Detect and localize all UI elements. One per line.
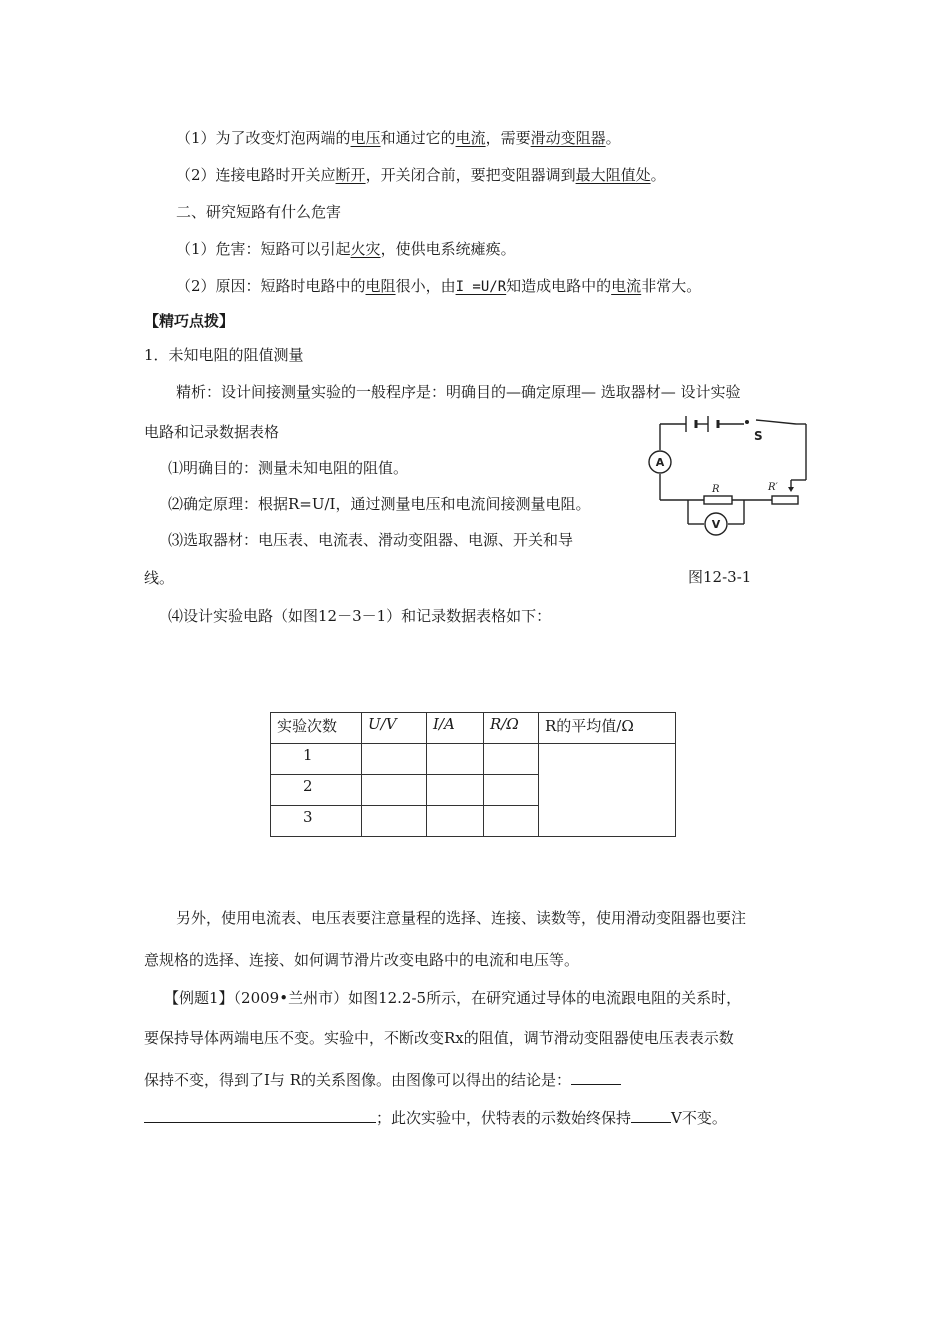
- table-cell: [427, 775, 484, 806]
- paragraph-rheostat-purpose: （1）为了改变灯泡两端的电压和通过它的电流，需要滑动变阻器。: [176, 129, 621, 147]
- table-cell-trial: 3: [271, 806, 362, 837]
- paragraph-short-cause: （2）原因：短路时电路中的电阻很小，由I =U/R知造成电路中的电流非常大。: [176, 277, 702, 295]
- table-header-cell: I/A: [427, 713, 484, 744]
- underline-max-resistance: 最大阻值处: [575, 166, 651, 184]
- switch-label: S: [754, 429, 763, 443]
- table-cell: [427, 806, 484, 837]
- ammeter-label: A: [655, 456, 665, 469]
- table-header-cell: R/Ω: [484, 713, 539, 744]
- table-cell: [484, 775, 539, 806]
- note-line2: 意规格的选择、连接、如何调节滑片改变电路中的电流和电压等。: [144, 951, 580, 969]
- table-header-cell: R的平均值/Ω: [539, 713, 676, 744]
- table-header-cell: 实验次数: [271, 713, 362, 744]
- tips-step-2: ⑵确定原理：根据R=U/I，通过测量电压和电流间接测量电阻。: [168, 495, 591, 513]
- rheostat-icon: [772, 496, 798, 504]
- underline-resistance: 电阻: [365, 277, 396, 295]
- note-line1: 另外，使用电流表、电压表要注意量程的选择、连接、读数等，使用滑动变阻器也要注: [176, 909, 747, 927]
- table-cell-trial: 1: [271, 744, 362, 775]
- table-cell: [362, 806, 427, 837]
- rheostat-label: R′: [768, 482, 778, 493]
- example-line1: 【例题1】（2009•兰州市）如图12.2-5所示，在研究通过导体的电流跟电阻的关系时，: [164, 989, 742, 1007]
- example-line4: ；此次实验中，伏特表的示数始终保持 V不变。: [144, 1106, 727, 1128]
- tips-analysis-line2: 电路和记录数据表格: [144, 423, 280, 441]
- heading-short-circuit: 二、研究短路有什么危害: [176, 203, 342, 221]
- paragraph-switch-open: （2）连接电路时开关应断开，开关闭合前，要把变阻器调到最大阻值处。: [176, 166, 666, 184]
- data-table: [270, 712, 676, 837]
- paragraph-short-danger: （1）危害：短路可以引起火灾，使供电系统瘫痪。: [176, 240, 516, 258]
- underline-current-2: 电流: [611, 277, 642, 295]
- figure-caption: 图12-3-1: [688, 568, 752, 586]
- answer-blank-2[interactable]: [144, 1106, 376, 1123]
- tips-analysis-line1: 精析：设计间接测量实验的一般程序是：明确目的—确定原理— 选取器材— 设计实验: [176, 383, 741, 401]
- table-cell: [484, 806, 539, 837]
- voltmeter-label: V: [711, 518, 721, 531]
- underline-open: 断开: [335, 166, 366, 184]
- tips-step-3-line2: 线。: [144, 569, 175, 587]
- tips-step-4: ⑷设计实验电路（如图12－3－1）和记录数据表格如下：: [168, 607, 552, 625]
- answer-blank-voltage[interactable]: [631, 1106, 671, 1123]
- switch-blade: [756, 420, 796, 424]
- underline-ohms-law: I =U/R: [455, 279, 507, 295]
- table-cell: [427, 744, 484, 775]
- switch-contact-icon: [745, 420, 749, 424]
- underline-current: 电流: [455, 129, 486, 147]
- resistor-label: R: [712, 484, 720, 495]
- table-header-cell: U/V: [362, 713, 427, 744]
- tips-step-3-line1: ⑶选取器材：电压表、电流表、滑动变阻器、电源、开关和导: [168, 531, 574, 549]
- rheostat-slider-icon: [788, 487, 794, 492]
- underline-voltage: 电压: [350, 129, 381, 147]
- tips-item-1: 1．未知电阻的阻值测量: [144, 346, 304, 364]
- table-cell-trial: 2: [271, 775, 362, 806]
- table-row: [271, 744, 676, 775]
- answer-blank-1[interactable]: [571, 1068, 621, 1085]
- heading-tips: 【精巧点拨】: [144, 312, 235, 330]
- example-line2: 要保持导体两端电压不变。实验中，不断改变Rx的阻值，调节滑动变阻器使电压表表示数: [144, 1029, 734, 1047]
- resistor-icon: [704, 496, 732, 504]
- underline-rheostat: 滑动变阻器: [530, 129, 606, 147]
- table-cell: [362, 744, 427, 775]
- table-cell: [362, 775, 427, 806]
- table-cell-average: [539, 744, 676, 837]
- example-line3: 保持不变，得到了I与 R的关系图像。由图像可以得出的结论是：: [144, 1068, 621, 1090]
- circuit-diagram: [648, 412, 808, 537]
- underline-fire: 火灾: [350, 240, 381, 258]
- table-cell: [484, 744, 539, 775]
- tips-step-1: ⑴明确目的：测量未知电阻的阻值。: [168, 459, 409, 477]
- table-header-row: [271, 713, 676, 744]
